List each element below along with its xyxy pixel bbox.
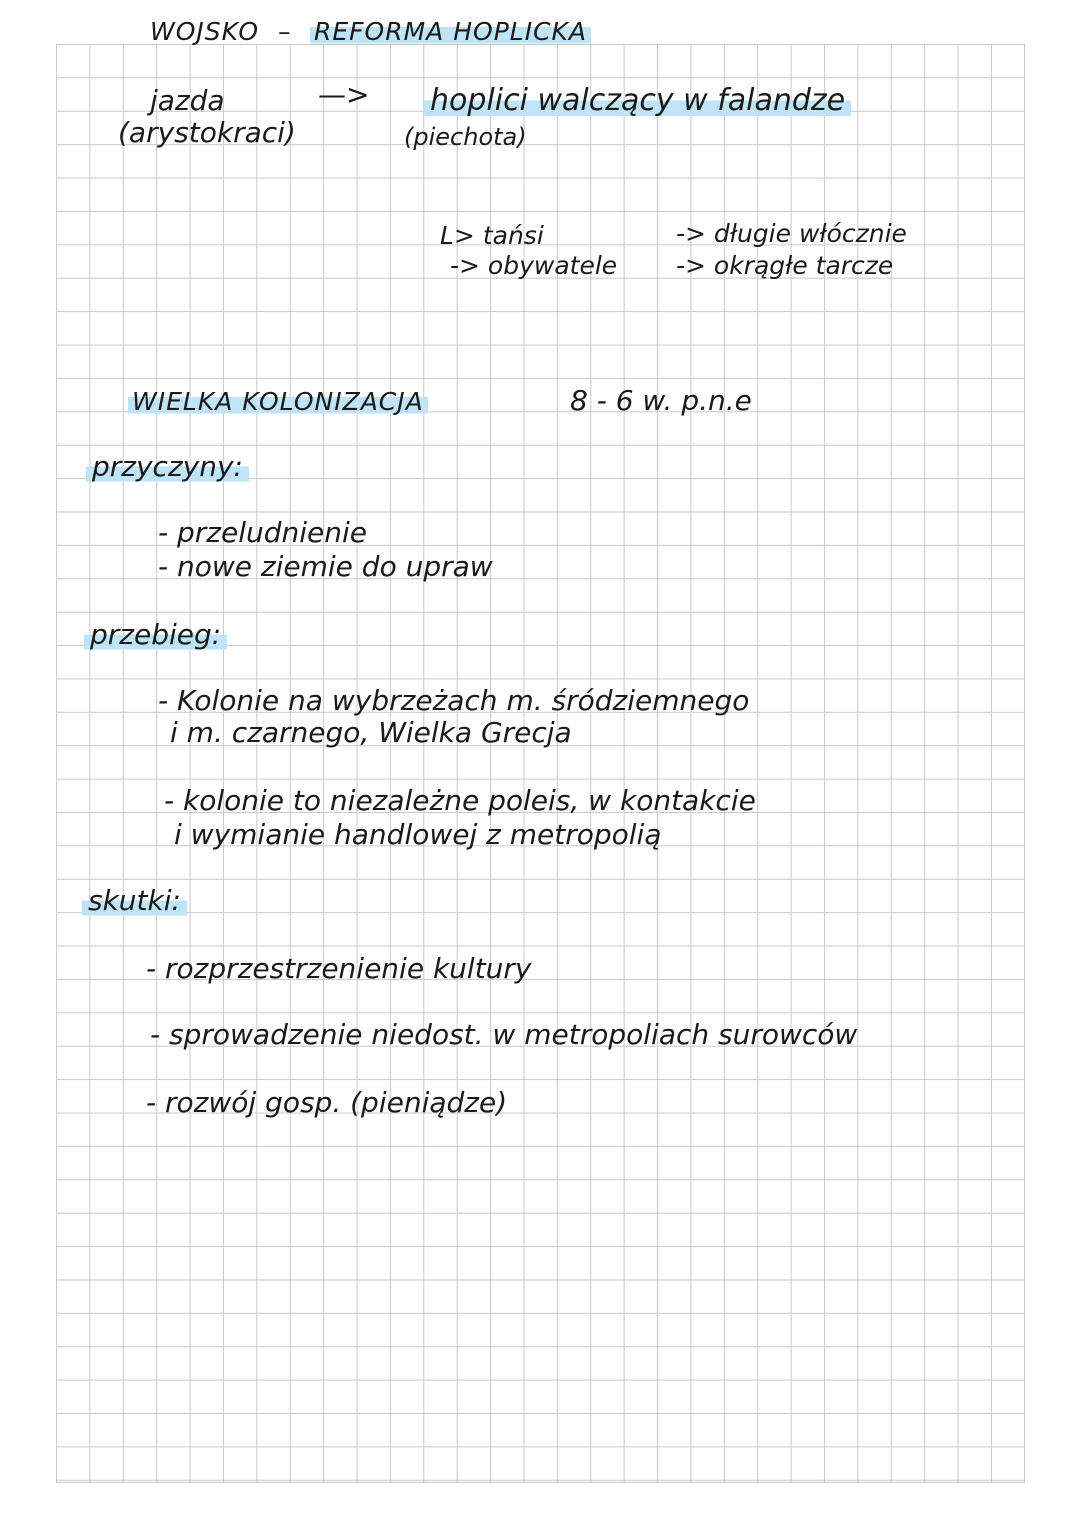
- effect-item-3: - rozwój gosp. (pieniądze): [146, 1086, 508, 1119]
- section-prefix: WOJSKO: [150, 17, 260, 46]
- after-note: (piechota): [404, 123, 527, 151]
- effect-item-1: - rozprzestrzenienie kultury: [146, 952, 532, 985]
- course-heading: [84, 620, 227, 651]
- colonization-title: [128, 388, 428, 416]
- after-term-highlight: hoplici walczący w falandze: [424, 83, 851, 118]
- header-dash: –: [278, 17, 291, 46]
- reform-arrow: —>: [318, 78, 370, 111]
- course-item-1-line-1: - Kolonie na wybrzeżach m. śródziemnego: [158, 684, 750, 717]
- colonization-date: 8 - 6 w. p.n.e: [570, 384, 752, 417]
- cause-item-2: - nowe ziemie do upraw: [158, 550, 493, 583]
- course-heading-highlight: przebieg:: [84, 618, 227, 651]
- effect-item-2: - sprowadzenie niedost. w metropoliach surowców: [150, 1018, 858, 1051]
- causes-heading-highlight: przyczyny:: [86, 450, 249, 483]
- section-title: [310, 18, 591, 46]
- after-term: [424, 84, 851, 117]
- causes-heading: [86, 452, 249, 483]
- trait-left-2: -> obywatele: [450, 251, 618, 280]
- course-item-2-line-2: i wymianie handlowej z metropolią: [174, 818, 662, 851]
- before-note: (arystokraci): [118, 116, 296, 149]
- trait-left-1: L> tańsi: [440, 221, 544, 250]
- effects-heading: [82, 886, 187, 917]
- trait-right-1: -> długie włócznie: [676, 219, 907, 248]
- course-item-1-line-2: i m. czarnego, Wielka Grecja: [170, 716, 572, 749]
- colonization-title-highlight: WIELKA KOLONIZACJA: [128, 387, 428, 416]
- cause-item-1: - przeludnienie: [158, 516, 368, 549]
- course-item-2-line-1: - kolonie to niezależne poleis, w kontakcie: [164, 784, 756, 817]
- before-term: jazda: [150, 84, 225, 117]
- effects-heading-highlight: skutki:: [82, 884, 187, 917]
- trait-right-2: -> okrągłe tarcze: [676, 251, 894, 280]
- section-title-highlight: REFORMA HOPLICKA: [310, 17, 591, 46]
